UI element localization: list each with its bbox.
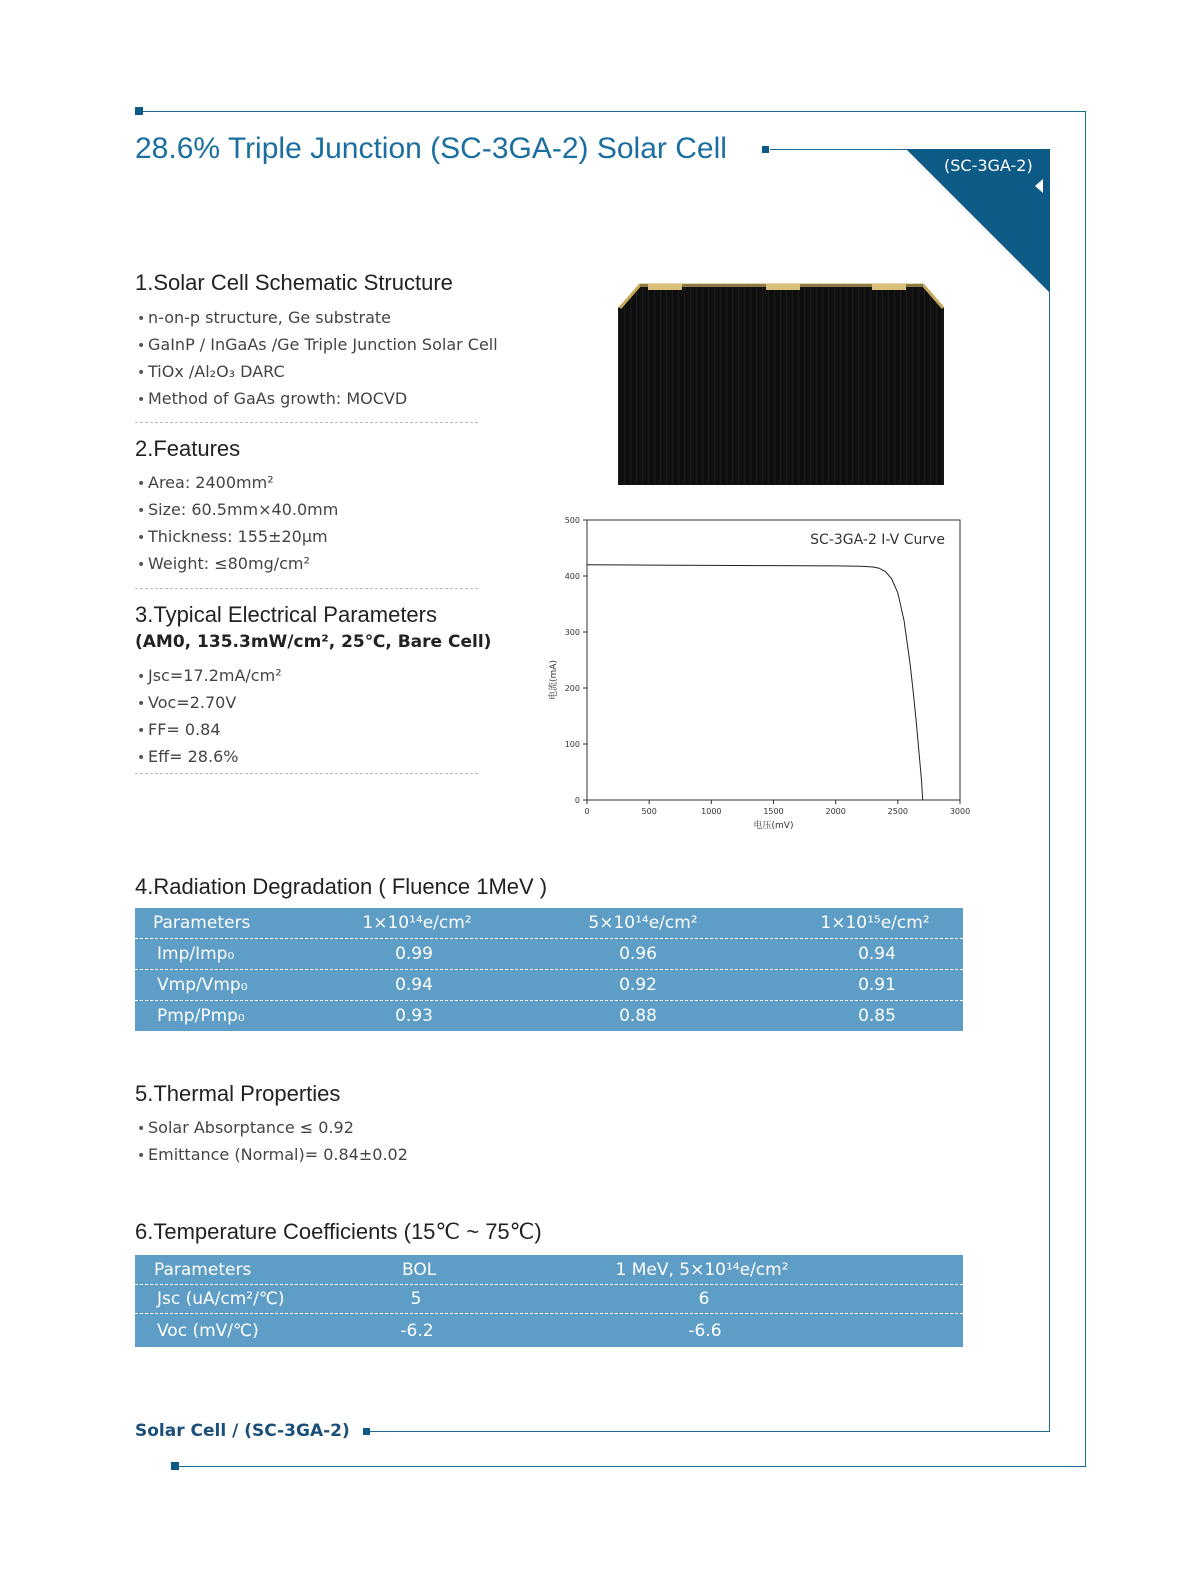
x-tick-label: 1000 — [701, 807, 722, 816]
table-cell: 0.93 — [395, 1006, 433, 1026]
x-tick-label: 0 — [584, 807, 590, 816]
table-header-row — [135, 1255, 963, 1285]
list-item: • Eff= 28.6% — [137, 747, 239, 766]
divider — [135, 588, 478, 589]
table-cell: Jsc (uA/cm²/℃) — [157, 1289, 285, 1309]
y-tick-label: 500 — [564, 516, 580, 525]
x-tick-label: 2000 — [825, 807, 846, 816]
y-tick-label: 0 — [574, 796, 580, 805]
divider — [135, 422, 478, 423]
divider — [135, 773, 478, 774]
y-tick-label: 100 — [564, 740, 580, 749]
section-2-list — [137, 472, 338, 580]
table-row — [135, 1314, 963, 1347]
table-cell: 0.94 — [858, 944, 896, 964]
table-row — [135, 1001, 963, 1031]
table-header-cell: Parameters — [153, 913, 251, 933]
plot-frame — [587, 520, 960, 800]
list-item: • Size: 60.5mm×40.0mm — [137, 500, 339, 519]
section-3-heading: 3.Typical Electrical Parameters — [135, 602, 437, 627]
section-1-list — [137, 307, 498, 415]
list-item: • GaInP / InGaAs /Ge Triple Junction Solar Cell — [137, 335, 498, 354]
list-item: • Method of GaAs growth: MOCVD — [137, 389, 408, 408]
table-cell: -6.2 — [400, 1320, 434, 1341]
x-tick-label: 1500 — [763, 807, 784, 816]
table-cell: 0.96 — [619, 944, 657, 964]
iv-curve-line — [587, 565, 923, 800]
list-item: • Voc=2.70V — [137, 693, 237, 712]
list-item: • Solar Absorptance ≤ 0.92 — [137, 1118, 354, 1137]
list-item: • FF= 0.84 — [137, 720, 221, 739]
chart-title: SC-3GA-2 I-V Curve — [810, 532, 945, 548]
title-square — [762, 146, 769, 153]
table-cell: 0.92 — [619, 975, 657, 995]
table-cell: 0.94 — [395, 975, 433, 995]
frame-bottom-square — [171, 1462, 179, 1470]
x-tick-label: 2500 — [887, 807, 909, 816]
section-3-list — [137, 665, 282, 773]
table-cell: 6 — [698, 1289, 710, 1309]
table-cell: 5 — [410, 1289, 422, 1309]
table-cell: Voc (mV/℃) — [157, 1320, 259, 1341]
list-item: • Weight: ≤80mg/cm² — [137, 554, 310, 573]
table-cell: -6.6 — [688, 1320, 722, 1341]
frame-bottom-line — [178, 1466, 1086, 1467]
section-5-list — [137, 1117, 408, 1171]
table-cell: 0.99 — [395, 944, 433, 964]
x-axis-label: 电压(mV) — [753, 821, 794, 831]
frame-corner-square — [135, 107, 143, 115]
radiation-degradation-table — [135, 908, 963, 1031]
y-axis-label: 电流(mA) — [549, 660, 559, 700]
table-row — [135, 1285, 963, 1314]
table-row — [135, 939, 963, 970]
list-item: • Thickness: 155±20μm — [137, 527, 328, 546]
y-tick-label: 400 — [564, 572, 580, 581]
table-cell: Imp/Imp₀ — [157, 944, 235, 964]
table-cell: Vmp/Vmp₀ — [157, 975, 248, 995]
table-cell: Pmp/Pmp₀ — [157, 1006, 245, 1026]
y-tick-label: 200 — [564, 684, 580, 693]
section-2-heading: 2.Features — [135, 436, 241, 461]
table-row — [135, 970, 963, 1001]
footer-square — [363, 1428, 370, 1435]
list-item: • Emittance (Normal)= 0.84±0.02 — [137, 1145, 408, 1164]
frame-top-line — [143, 111, 1086, 112]
table-cell: 0.91 — [858, 975, 896, 995]
list-item: • TiOx /Al₂O₃ DARC — [137, 362, 285, 381]
temperature-coefficients-table — [135, 1255, 963, 1347]
table-cell: 0.88 — [619, 1006, 657, 1026]
section-6-heading: 6.Temperature Coefficients (15℃ ~ 75℃) — [135, 1219, 542, 1244]
inner-frame-right-line — [1049, 149, 1050, 1431]
corner-label: (SC-3GA-2) — [944, 156, 1033, 175]
frame-right-line — [1085, 111, 1086, 1467]
x-tick-label: 3000 — [949, 807, 971, 816]
solar-cell-image — [618, 282, 945, 485]
page-title: 28.6% Triple Junction (SC-3GA-2) Solar Cell — [135, 132, 727, 165]
table-header-cell: 5×10¹⁴e/cm² — [588, 913, 698, 933]
section-4-heading: 4.Radiation Degradation ( Fluence 1MeV ) — [135, 874, 548, 899]
table-header-cell: BOL — [402, 1259, 437, 1280]
inner-frame-bottom-line — [370, 1431, 1050, 1432]
section-3-subheading: (AM0, 135.3mW/cm², 25℃, Bare Cell) — [135, 632, 492, 652]
list-item: • Area: 2400mm² — [137, 473, 274, 492]
section-5-heading: 5.Thermal Properties — [135, 1081, 341, 1106]
table-header-cell: 1 MeV, 5×10¹⁴e/cm² — [615, 1259, 789, 1280]
list-item: • n-on-p structure, Ge substrate — [137, 308, 392, 327]
x-tick-label: 500 — [641, 807, 657, 816]
table-header-cell: 1×10¹⁴e/cm² — [362, 913, 472, 933]
table-header-cell: Parameters — [154, 1259, 252, 1280]
list-item: • Jsc=17.2mA/cm² — [137, 666, 282, 685]
section-1-heading: 1.Solar Cell Schematic Structure — [135, 270, 453, 295]
footer-label: Solar Cell / (SC-3GA-2) — [135, 1421, 350, 1441]
iv-curve-chart — [540, 510, 980, 845]
table-cell: 0.85 — [858, 1006, 896, 1026]
table-header-cell: 1×10¹⁵e/cm² — [820, 913, 930, 933]
table-header-row — [135, 908, 963, 939]
y-tick-label: 300 — [564, 628, 580, 637]
